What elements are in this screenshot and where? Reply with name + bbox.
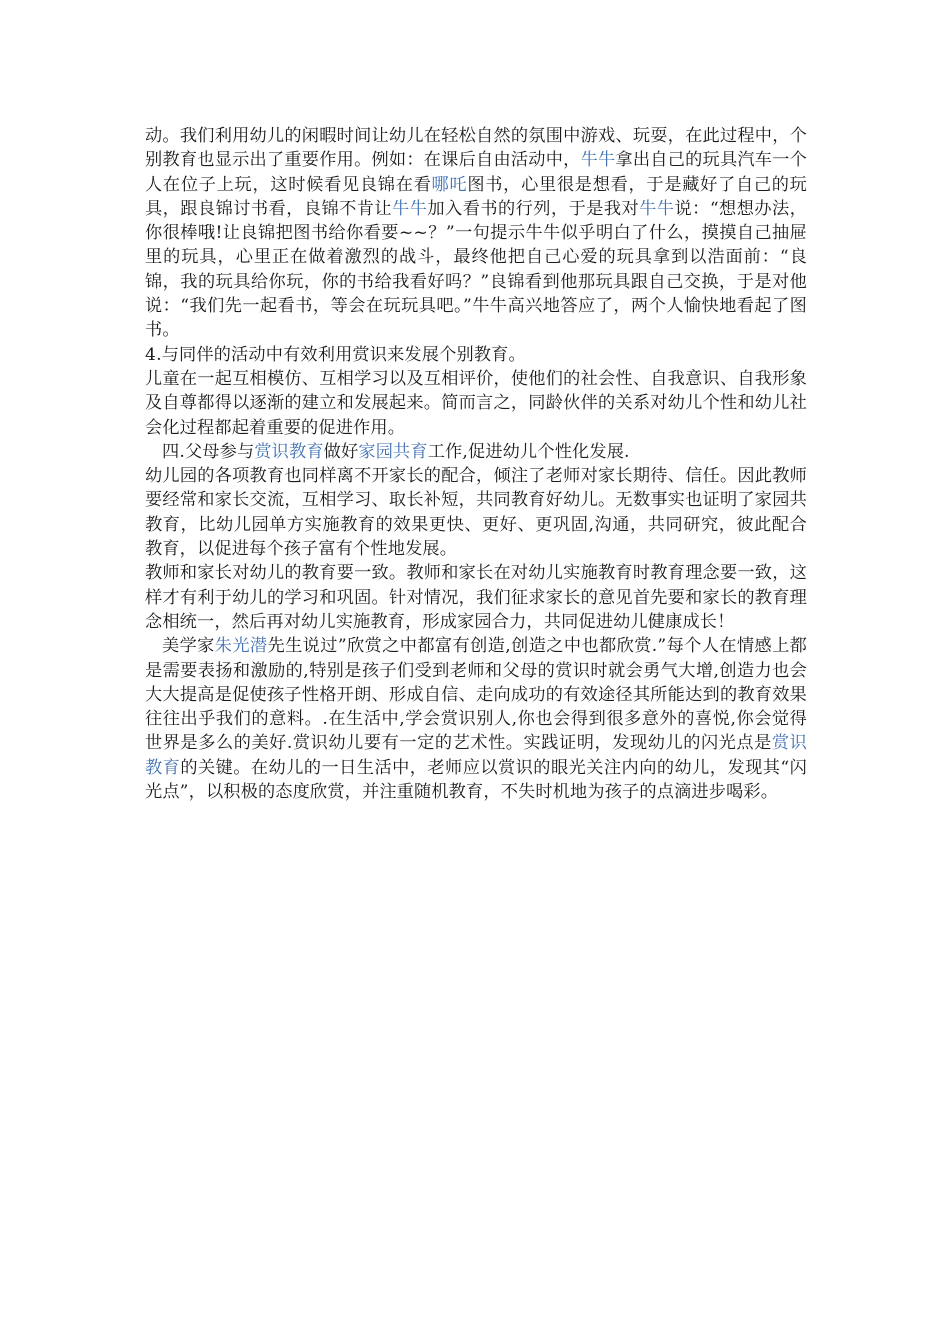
paragraph-text: 四.父母参与	[162, 441, 255, 462]
paragraph-text: 加入看书的行列，于是我对	[427, 198, 640, 219]
hyperlink-text[interactable]: 赏识教育	[254, 441, 324, 462]
hyperlink-text[interactable]: 赏识教育	[145, 733, 807, 778]
hyperlink-text[interactable]: 哪吒	[431, 174, 468, 195]
paragraph-p5	[145, 464, 807, 561]
hyperlink-text[interactable]: 家园共育	[358, 441, 428, 462]
paragraph-p2	[145, 343, 807, 367]
document-body	[145, 124, 807, 804]
paragraph-p7	[145, 634, 807, 804]
paragraph-text: 先生说过”欣赏之中都富有创造,创造之中也都欣赏.”每个人在情感上都是需要表扬和激励的,特别是孩子们受到老师和父母的赏识时就会勇气大增,创造力也会大大提高是促使孩子性格开朗、形成自信、走向成功的有效途径其所能达到的教育效果往往出乎我们的意料。.在生活中,学会赏识别人,你也会得到很多意外的喜悦,你会觉得世界是多么的美好.赏识幼儿要有一定的艺术性。实践证明，发现幼儿的闪光点是	[145, 636, 807, 754]
paragraph-text: 动。我们利用幼儿的闲暇时间让幼儿在轻松自然的氛围中游戏、玩耍，在此过程中，个别教育也显示出了重要作用。例如：在课后自由活动中，	[145, 126, 807, 171]
hyperlink-text[interactable]: 牛牛	[639, 198, 675, 219]
paragraph-text: 美学家	[162, 636, 215, 657]
paragraph-text: 工作,促进幼儿个性化发展.	[427, 441, 630, 462]
paragraph-p3	[145, 367, 807, 440]
paragraph-text: 做好	[323, 441, 359, 462]
paragraph-p4	[145, 440, 807, 464]
paragraph-text: 幼儿园的各项教育也同样离不开家长的配合，倾注了老师对家长期待、信任。因此教师要经常和家长交流，互相学习、取长补短，共同教育好幼儿。无数事实也证明了家园共教育，比幼儿园单方实施教育的效果更快、更好、更巩固,沟通，共同研究，彼此配合教育，以促进每个孩子富有个性地发展。	[145, 466, 807, 560]
paragraph-p6	[145, 561, 807, 634]
hyperlink-text[interactable]: 牛牛	[392, 198, 428, 219]
paragraph-text: 拿出自己的玩具汽车一个人在位子上玩，这时候看见良锦在看	[145, 150, 807, 195]
hyperlink-text[interactable]: 朱光潜	[214, 636, 268, 657]
paragraph-text: 图书，心里很是想看，于是藏好了自己的玩具，跟良锦讨书看，良锦不肯让	[145, 174, 808, 219]
paragraph-text: 的关键。在幼儿的一日生活中，老师应以赏识的眼光关注内向的幼儿，发现其“闪光点”，以积极的态度欣赏，并注重随机教育，不失时机地为孩子的点滴进步喝彩。	[145, 757, 807, 803]
paragraph-text: 说：“想想办法，你很棒哦!让良锦把图书给你看要~~？”一句提示牛牛似乎明白了什么，摸摸自己抽屉里的玩具，心里正在做着激烈的战斗，最终他把自己心爱的玩具拿到以浩面前：“良锦，我的玩具给你玩，你的书给我看好吗？”良锦看到他那玩具跟自己交换，于是对他说：“我们先一起看书，等会在玩玩具吧。”牛牛高兴地答应了，两个人愉快地看起了图书。	[145, 198, 807, 341]
paragraph-text: 4.与同伴的活动中有效利用赏识来发展个别教育。	[145, 344, 526, 365]
paragraph-text: 儿童在一起互相模仿、互相学习以及互相评价，使他们的社会性、自我意识、自我形象及自尊都得以逐渐的建立和发展起来。简而言之，同龄伙伴的关系对幼儿个性和幼儿社会化过程都起着重要的促进作用。	[145, 368, 807, 438]
hyperlink-text[interactable]: 牛牛	[580, 150, 616, 171]
paragraph-p1	[145, 124, 807, 343]
paragraph-text: 教师和家长对幼儿的教育要一致。教师和家长在对幼儿实施教育时教育理念要一致，这样才有利于幼儿的学习和巩固。针对情况，我们征求家长的意见首先要和家长的教育理念相统一，然后再对幼儿实施教育，形成家园合力，共同促进幼儿健康成长！	[145, 563, 807, 632]
